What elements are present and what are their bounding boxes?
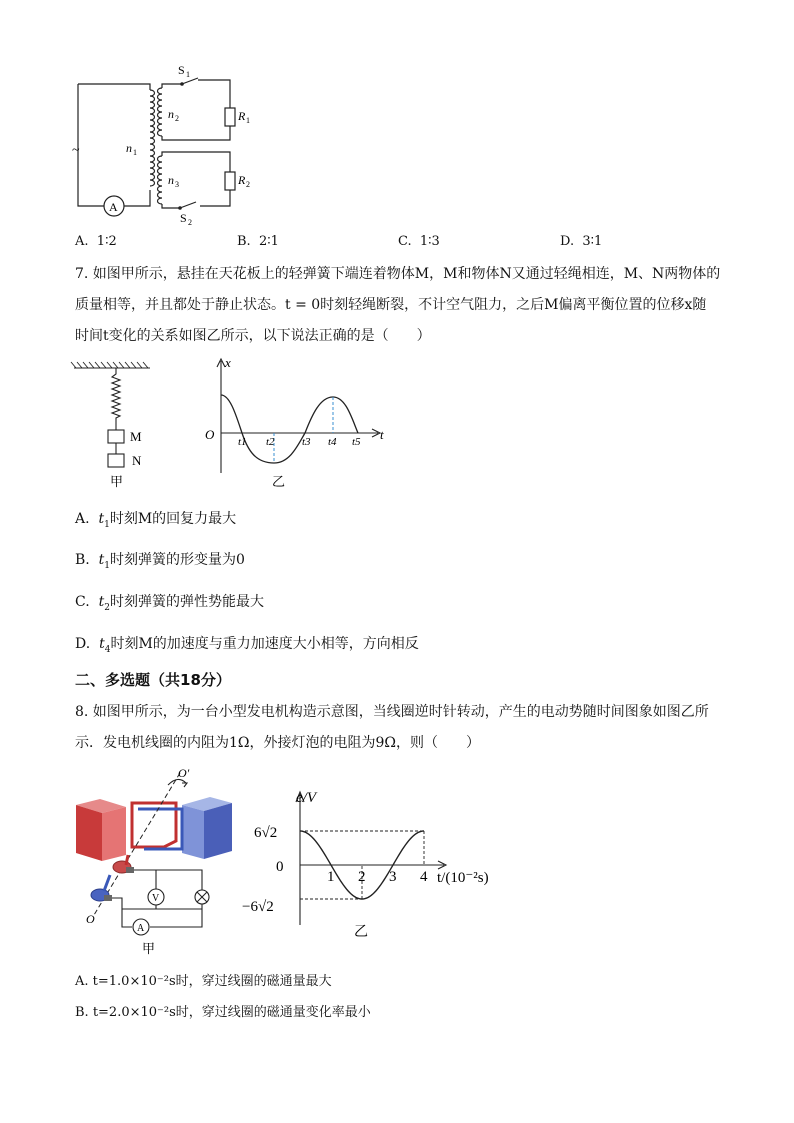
s1-label: S [178, 63, 185, 77]
q8-stem-line-1: 8. 如图甲所示，为一台小型发电机构造示意图，当线圈逆时针转动，产生的电动势随时间图象如图乙所 [75, 704, 709, 720]
option-text: 时刻弹簧的形变量为0 [110, 552, 245, 568]
axis-top-label: O′ [178, 766, 190, 780]
generator-diagram [70, 765, 250, 960]
displacement-time-graph [200, 355, 400, 490]
chart-caption: 乙 [354, 925, 368, 940]
axis-bottom-label: O [86, 912, 95, 926]
q7-option-a[interactable] [75, 509, 236, 535]
q7-stem-line-2: 质量相等，并且都处于静止状态。t = 0时刻轻绳断裂，不计空气阻力，之后M偏离平衡位置的位移x随 [75, 297, 707, 313]
option-t: t [98, 511, 105, 527]
s2-label: S [180, 211, 187, 225]
y-tick-bottom: −6√2 [242, 899, 274, 915]
ac-source-symbol: ~ [72, 143, 80, 158]
option-t: t [98, 552, 105, 568]
option-text: 3∶1 [582, 234, 603, 249]
option-letter: C. [398, 234, 412, 249]
q6-option-c[interactable] [398, 234, 440, 249]
ammeter-label: A [137, 923, 145, 934]
s2-sub: 2 [188, 218, 192, 227]
n1-label: n [126, 141, 132, 155]
option-t: t [98, 594, 105, 610]
tick-t2: t2 [266, 436, 275, 448]
y-tick-zero: 0 [276, 859, 284, 875]
option-letter: A. [75, 234, 89, 249]
option-sub: 1 [104, 560, 111, 571]
option-text: 1∶2 [96, 234, 117, 249]
x-axis-label: t [380, 427, 384, 442]
tick-t4: t4 [328, 436, 337, 448]
q7-option-c[interactable] [75, 592, 264, 618]
x-tick-label: 3 [389, 869, 397, 885]
x-tick-label: 2 [358, 869, 366, 885]
option-sub: 2 [104, 602, 110, 613]
y-tick-top: 6√2 [254, 825, 278, 841]
chart-ylabel: e/V [296, 790, 316, 806]
x-tick-label: 1 [327, 869, 335, 885]
option-text: 2∶1 [258, 234, 279, 249]
q8-option-b[interactable]: B. t=2.0×10⁻²s时，穿过线圈的磁通量变化率最小 [75, 1005, 371, 1020]
fig-jia-caption: 甲 [110, 474, 124, 489]
ammeter-label: A [109, 200, 118, 214]
option-letter: B. [75, 552, 90, 568]
option-letter: C. [75, 594, 90, 610]
section-title-multiple-choice: 二、多选题（共18分） [75, 671, 231, 689]
r2-label: R [238, 173, 246, 187]
option-t: t [99, 636, 105, 652]
q7-stem-line-1: 7. 如图甲所示，悬挂在天花板上的轻弹簧下端连着物体M，M和物体N又通过轻绳相连，M、N两物体的 [75, 266, 721, 282]
option-text: 1∶3 [419, 234, 440, 249]
q8-option-a[interactable]: A. t=1.0×10⁻²s时，穿过线圈的磁通量最大 [75, 974, 332, 989]
n3-label: n [168, 173, 174, 187]
q7-option-b[interactable] [75, 550, 245, 576]
transformer-circuit-diagram [60, 60, 270, 230]
mass-m-label: M [130, 429, 142, 444]
option-text: 时刻M的加速度与重力加速度大小相等，方向相反 [110, 636, 419, 652]
origin-label: O [205, 427, 215, 442]
tick-t3: t3 [302, 436, 311, 448]
q6-option-d[interactable] [560, 234, 602, 249]
spring-mass-diagram [70, 360, 170, 490]
q6-option-b[interactable] [237, 234, 279, 249]
fig-jia-caption: 甲 [142, 941, 156, 956]
chart-xlabel: t/(10⁻²s) [437, 870, 489, 886]
tick-t1: t1 [238, 436, 247, 448]
r1-sub: 1 [246, 116, 250, 125]
emf-time-chart [240, 780, 510, 940]
option-letter: B. [237, 234, 251, 249]
option-letter: D. [560, 234, 575, 249]
n2-label: n [168, 107, 174, 121]
r1-label: R [238, 109, 246, 123]
option-letter: D. [75, 636, 91, 652]
option-text: 时刻M的回复力最大 [109, 511, 237, 527]
s1-sub: 1 [186, 70, 190, 79]
mass-n-label: N [132, 453, 142, 468]
q7-option-d[interactable] [75, 634, 419, 660]
option-sub: 4 [104, 644, 111, 655]
fig-yi-caption: 乙 [272, 474, 286, 489]
voltmeter-label: V [152, 893, 160, 904]
option-sub: 1 [104, 519, 110, 530]
y-axis-label: x [225, 355, 231, 370]
n3-sub: 3 [175, 180, 179, 189]
q7-stem-line-3: 时间t变化的关系如图乙所示，以下说法正确的是（ ） [75, 328, 431, 344]
q6-option-a[interactable] [75, 234, 117, 249]
n1-sub: 1 [133, 148, 137, 157]
option-text: 时刻弹簧的弹性势能最大 [109, 594, 264, 610]
displacement-curve [221, 395, 358, 463]
tick-t5: t5 [352, 436, 361, 448]
x-tick-label: 4 [420, 869, 428, 885]
q8-stem-line-2: 示．发电机线圈的内阻为1Ω，外接灯泡的电阻为9Ω，则（ ） [75, 735, 481, 751]
n2-sub: 2 [175, 114, 179, 123]
option-letter: A. [75, 511, 90, 527]
r2-sub: 2 [246, 180, 250, 189]
